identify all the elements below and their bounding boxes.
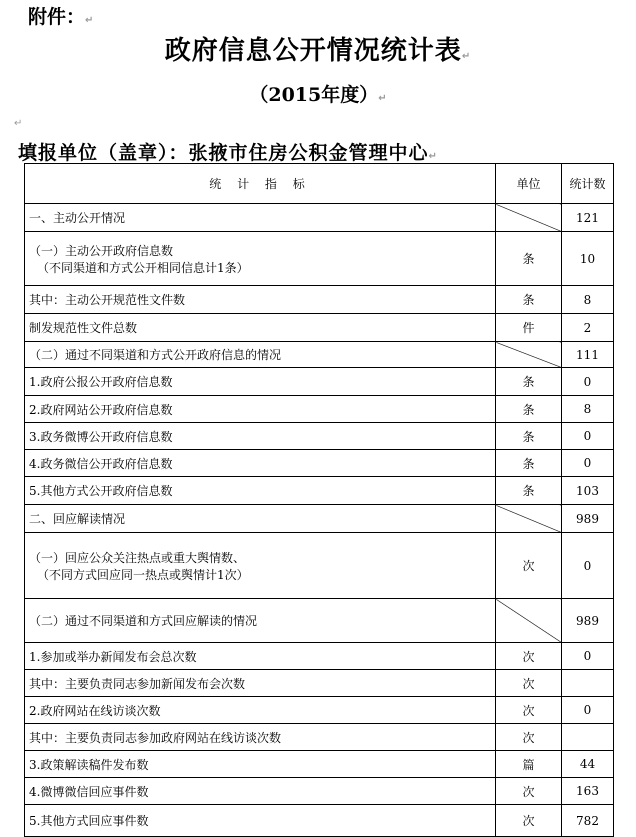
count-cell [562, 724, 614, 751]
table-row [25, 368, 614, 396]
attachment-label: 附件：↵ [28, 6, 94, 28]
indicator-label: 其中：主要负责同志参加新闻发布会次数 [29, 676, 246, 691]
indicator-label: （二）通过不同渠道和方式回应解读的情况 [29, 614, 258, 628]
indicator-label: 4.政务微信公开政府信息数 [29, 456, 173, 471]
unit-cell: 次 [496, 533, 562, 599]
indicator-cell [25, 751, 496, 778]
table-row [25, 450, 614, 477]
indicator-cell [25, 423, 496, 450]
unit-cell: 次 [496, 778, 562, 805]
table-row [25, 697, 614, 724]
table-row [25, 314, 614, 342]
table-row [25, 751, 614, 778]
unit-cell-diagonal [496, 204, 562, 232]
report-year: （2015年度）↵ [249, 84, 387, 106]
indicator-cell [25, 342, 496, 368]
count-cell: 163 [562, 778, 614, 805]
indicator-cell [25, 368, 496, 396]
indicator-label: 2.政府网站公开政府信息数 [29, 402, 173, 417]
unit-cell: 次 [496, 643, 562, 670]
indicator-label: 一、主动公开情况 [29, 211, 126, 225]
count-cell: 0 [562, 368, 614, 396]
count-cell: 782 [562, 805, 614, 837]
indicator-label: 3.政务微博公开政府信息数 [29, 429, 173, 444]
count-cell: 103 [562, 477, 614, 505]
indicator-cell [25, 232, 496, 286]
table-row [25, 396, 614, 423]
table-row [25, 423, 614, 450]
table-row [25, 805, 614, 837]
indicator-label: 3.政策解读稿件发布数 [29, 757, 149, 772]
table-row [25, 533, 614, 599]
table-row [25, 599, 614, 643]
indicator-note: （不同方式回应同一热点或舆情计1次） [37, 567, 249, 582]
indicator-note: （不同渠道和方式公开相同信息计1条） [37, 260, 249, 275]
indicator-label: 制发规范性文件总数 [29, 321, 138, 335]
table-row [25, 342, 614, 368]
unit-cell-diagonal [496, 599, 562, 643]
unit-cell: 次 [496, 670, 562, 697]
paragraph-mark-icon: ↵ [14, 118, 23, 129]
indicator-cell [25, 396, 496, 423]
indicator-label: 2.政府网站在线访谈次数 [29, 703, 161, 718]
indicator-label: 5.其他方式公开政府信息数 [29, 484, 173, 498]
indicator-cell [25, 599, 496, 643]
unit-cell: 次 [496, 805, 562, 837]
count-cell: 0 [562, 423, 614, 450]
indicator-label: 5.其他方式回应事件数 [29, 814, 149, 828]
count-cell: 0 [562, 643, 614, 670]
count-cell: 989 [562, 599, 614, 643]
indicator-cell [25, 670, 496, 697]
indicator-cell [25, 450, 496, 477]
indicator-label: 1.政府公报公开政府信息数 [29, 375, 173, 389]
header-unit: 单位 [496, 164, 562, 204]
table-row [25, 778, 614, 805]
indicator-cell [25, 314, 496, 342]
count-cell: 0 [562, 533, 614, 599]
unit-cell: 条 [496, 368, 562, 396]
count-cell: 8 [562, 286, 614, 314]
indicator-cell [25, 204, 496, 232]
unit-cell: 条 [496, 477, 562, 505]
count-cell: 111 [562, 342, 614, 368]
count-cell: 8 [562, 396, 614, 423]
indicator-label: 二、回应解读情况 [29, 512, 126, 526]
reporting-unit: 填报单位（盖章）：张掖市住房公积金管理中心↵ [18, 142, 438, 164]
count-cell: 2 [562, 314, 614, 342]
count-cell: 0 [562, 450, 614, 477]
count-cell: 0 [562, 697, 614, 724]
unit-cell: 条 [496, 450, 562, 477]
count-cell: 44 [562, 751, 614, 778]
indicator-label: （一）回应公众关注热点或重大舆情数、 [29, 550, 246, 565]
table-row [25, 232, 614, 286]
indicator-cell [25, 505, 496, 533]
unit-cell: 条 [496, 232, 562, 286]
count-cell [562, 670, 614, 697]
indicator-label: 其中：主动公开规范性文件数 [29, 293, 186, 307]
table-header-row [25, 164, 614, 204]
unit-cell-diagonal [496, 505, 562, 533]
indicator-label: 其中：主要负责同志参加政府网站在线访谈次数 [29, 730, 282, 745]
unit-cell: 条 [496, 396, 562, 423]
indicator-cell [25, 778, 496, 805]
indicator-cell [25, 724, 496, 751]
count-cell: 121 [562, 204, 614, 232]
table-row [25, 204, 614, 232]
indicator-cell [25, 643, 496, 670]
count-cell: 989 [562, 505, 614, 533]
indicator-cell [25, 286, 496, 314]
table-row [25, 505, 614, 533]
page-title: 政府信息公开情况统计表↵ [164, 36, 472, 66]
unit-cell: 条 [496, 423, 562, 450]
indicator-cell [25, 805, 496, 837]
unit-cell: 篇 [496, 751, 562, 778]
unit-cell: 次 [496, 697, 562, 724]
unit-cell: 条 [496, 286, 562, 314]
indicator-label: （一）主动公开政府信息数 [29, 243, 174, 258]
count-cell: 10 [562, 232, 614, 286]
header-indicator: 统 计 指 标 [25, 164, 496, 204]
indicator-label: 4.微博微信回应事件数 [29, 784, 149, 799]
indicator-cell [25, 533, 496, 599]
indicator-label: 1.参加或举办新闻发布会总次数 [29, 649, 197, 664]
header-count: 统计数 [562, 164, 614, 204]
indicator-cell [25, 477, 496, 505]
indicator-label: （二）通过不同渠道和方式公开政府信息的情况 [29, 348, 282, 362]
indicator-cell [25, 697, 496, 724]
table-row [25, 643, 614, 670]
table-row [25, 477, 614, 505]
table-row [25, 286, 614, 314]
unit-cell: 次 [496, 724, 562, 751]
stats-table [24, 163, 614, 837]
table-row [25, 724, 614, 751]
unit-cell: 件 [496, 314, 562, 342]
unit-cell-diagonal [496, 342, 562, 368]
table-row [25, 670, 614, 697]
